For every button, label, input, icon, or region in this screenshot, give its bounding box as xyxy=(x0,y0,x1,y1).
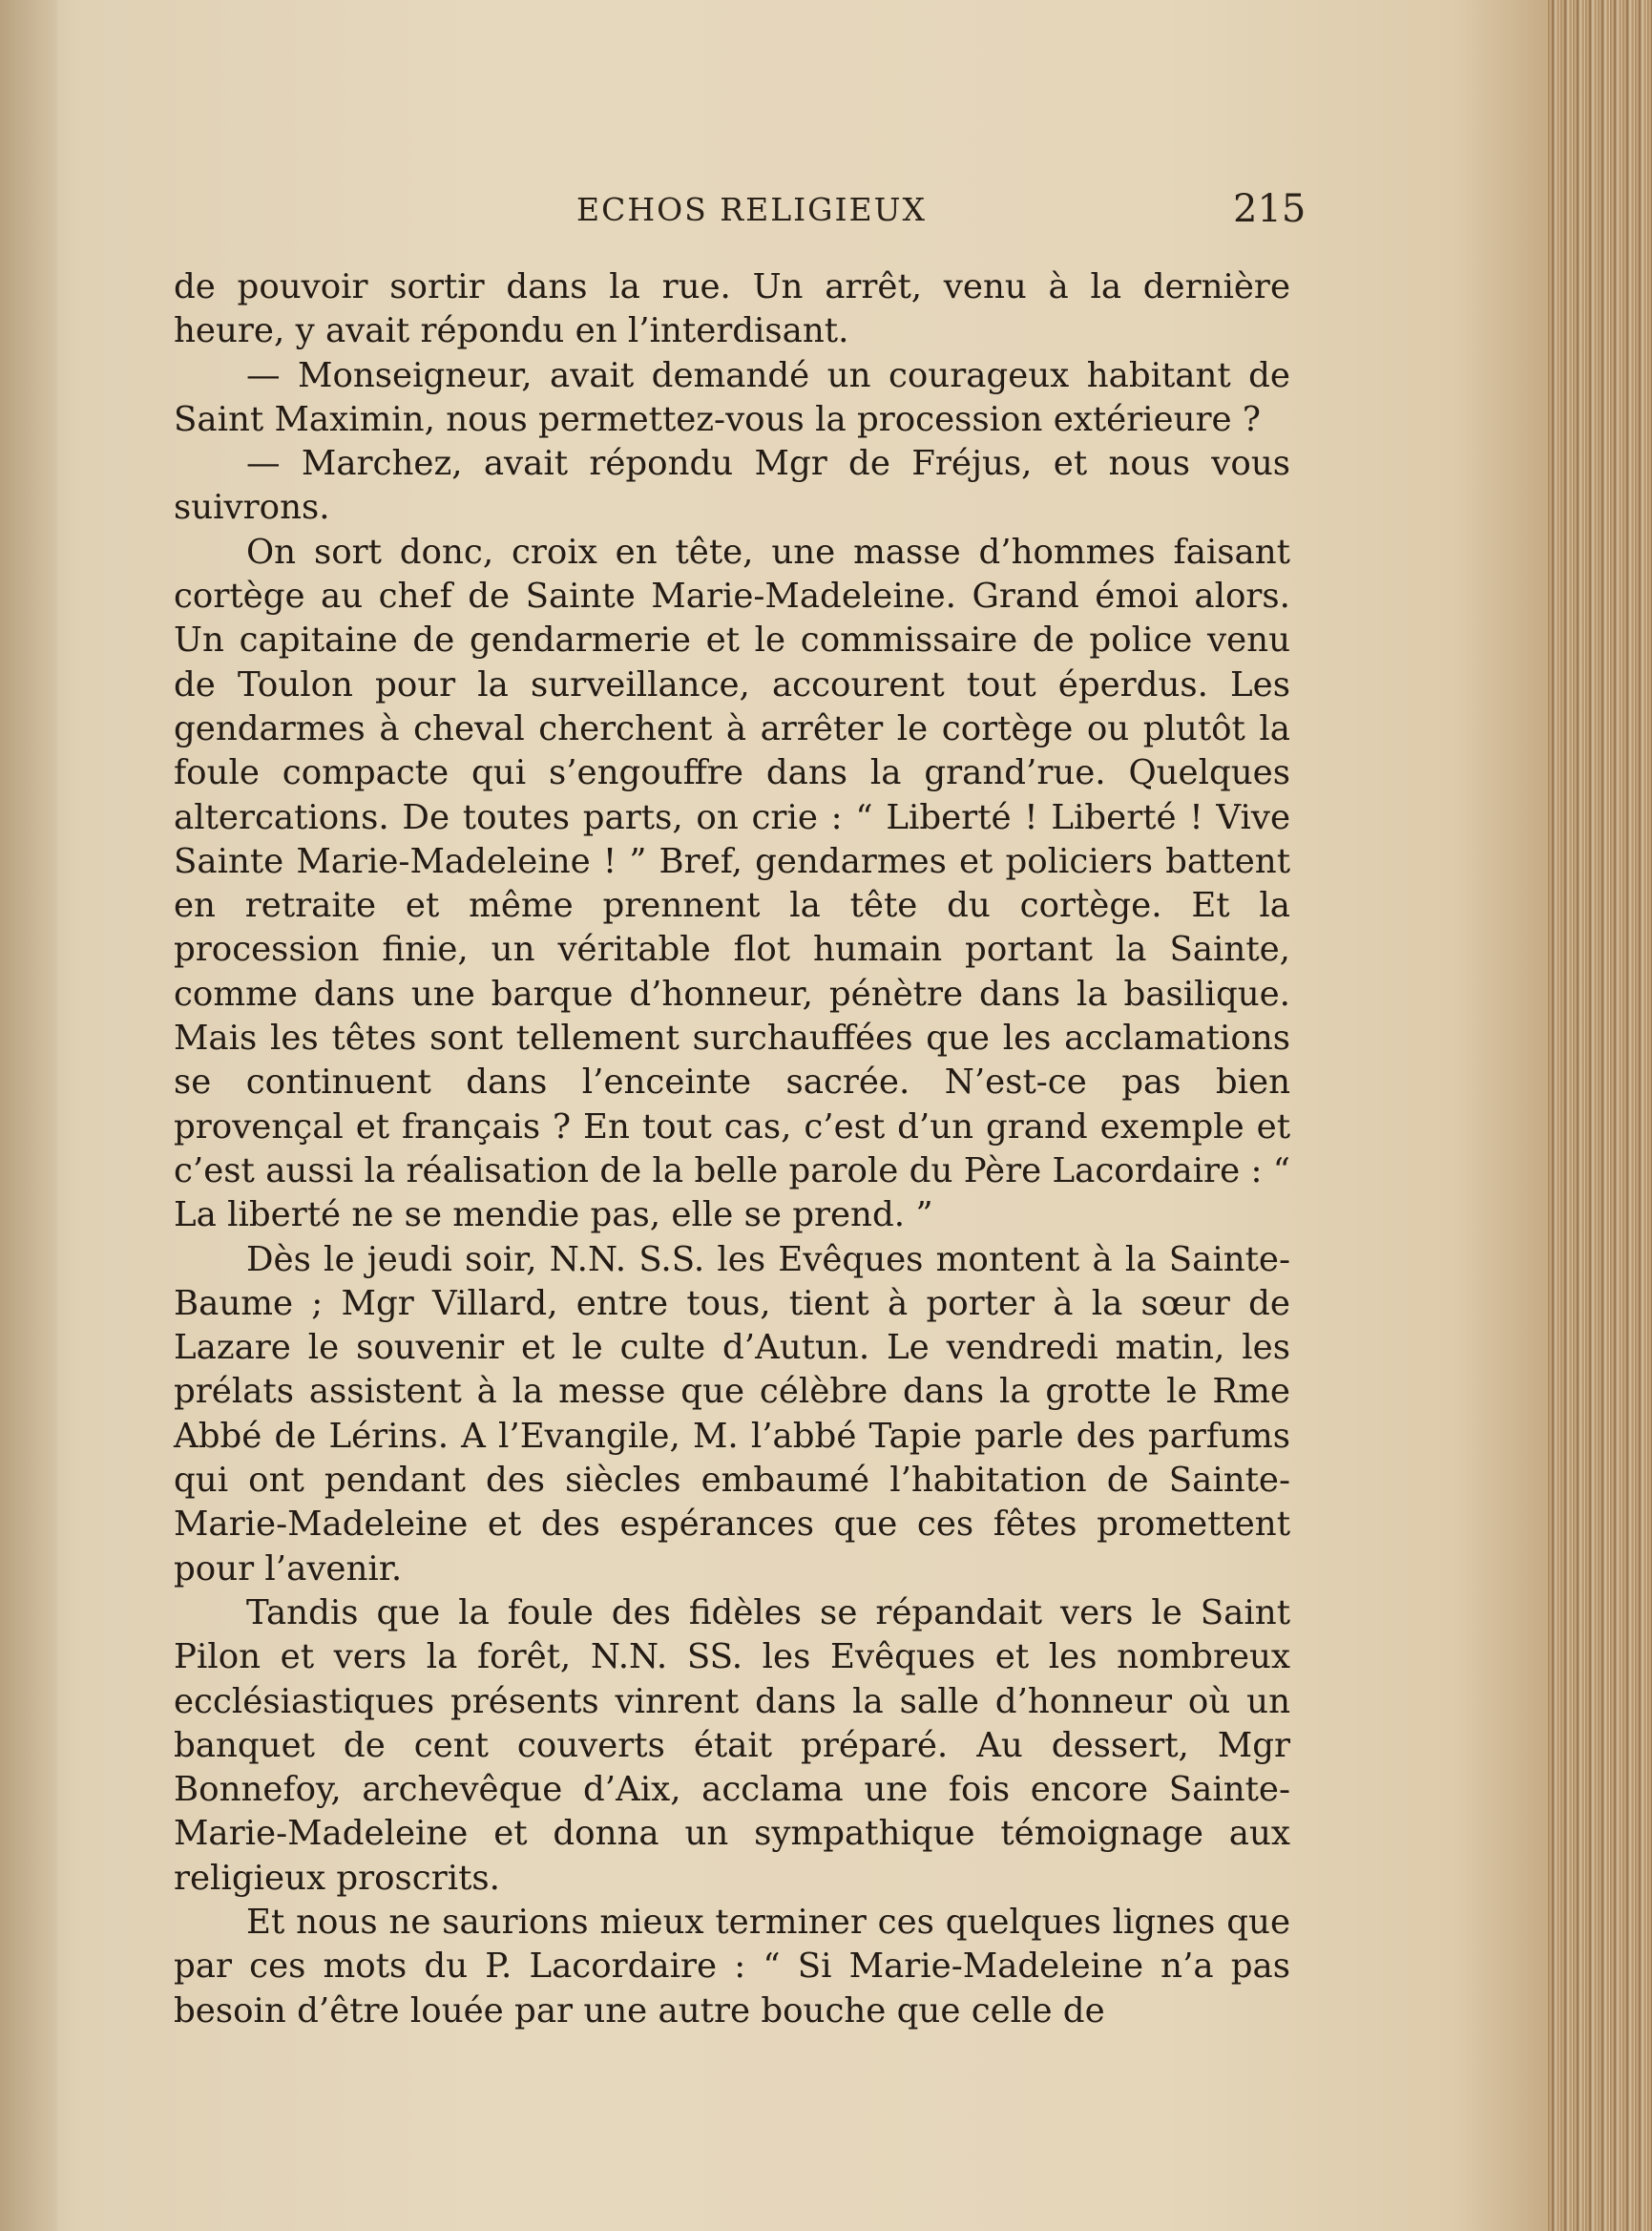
paragraph-banquet: Tandis que la foule des fidèles se répandait vers le Saint Pilon et vers la forêt, N.N. SS. les Evêques et les nombreux ecclésiastiques présents vinrent dans la salle d’honneur où un banquet de cent couverts était préparé. Au dessert, Mgr Bonnefoy, archevêque d’Aix, acclama une fois encore Sainte-Marie-Madeleine et donna un sympathique témoignage aux religieux proscrits. xyxy=(174,1592,1290,1898)
paragraph-dialogue-question: — Monseigneur, avait demandé un courageux habitant de Saint Maximin, nous permettez-vous la procession extérieure ? xyxy=(174,355,1290,439)
page-number: 215 xyxy=(1233,187,1307,231)
paragraph-dialogue-answer: — Marchez, avait répondu Mgr de Fréjus, et nous vous suivrons. xyxy=(174,444,1290,528)
paragraph-procession: On sort donc, croix en tête, une masse d’hommes faisant cortège au chef de Sainte Marie-Madeleine. Grand émoi alors. Un capitaine de gendarmerie et le commissaire de police venu de Toulon pour la surveillance, accourent tout éperdus. Les gendarmes à cheval cherchent à arrêter le cortège ou plutôt la foule compacte qui s’engouffre dans la grand’rue. Quelques altercations. De toutes parts, on crie : “ Liberté ! Liberté ! Vive Sainte Marie-Madeleine ! ” Bref, gendarmes et policiers battent en retraite et même prennent la tête du cortège. Et la procession finie, un véritable flot humain portant la Sainte, comme dans une barque d’honneur, pénètre dans la basilique. Mais les têtes sont tellement surchauffées que les acclamations se continuent dans l’enceinte sacrée. N’est-ce pas bien provençal et français ? En tout cas, c’est d’un grand exemple et c’est aussi la réalisation de la belle parole du Père Lacordaire : “ La liberté ne se mendie pas, elle se prend. ” xyxy=(174,532,1290,1235)
page-gutter xyxy=(0,0,57,2231)
paragraph-continued: de pouvoir sortir dans la rue. Un arrêt, venu à la dernière heure, y avait répondu en l’interdisant. xyxy=(174,267,1290,351)
body-text xyxy=(174,265,1290,2033)
paragraph-sainte-baume: Dès le jeudi soir, N.N. S.S. les Evêques montent à la Sainte-Baume ; Mgr Villard, entre tous, tient à porter à la sœur de Lazare le souvenir et le culte d’Autun. Le vendredi matin, les prélats assistent à la messe que célèbre dans la grotte le Rme Abbé de Lérins. A l’Evangile, M. l’abbé Tapie parle des parfums qui ont pendant des siècles embaumé l’habitation de Sainte-Marie-Madeleine et des espérances que ces fêtes promettent pour l’avenir. xyxy=(174,1239,1290,1589)
running-head: ECHOS RELIGIEUX xyxy=(576,191,927,228)
page-fore-edge xyxy=(1548,0,1652,2231)
paragraph-closing: Et nous ne saurions mieux terminer ces quelques lignes que par ces mots du P. Lacordaire : “ Si Marie-Madeleine n’a pas besoin d’être louée par une autre bouche que celle de xyxy=(174,1902,1290,2031)
page-header xyxy=(0,187,1652,239)
